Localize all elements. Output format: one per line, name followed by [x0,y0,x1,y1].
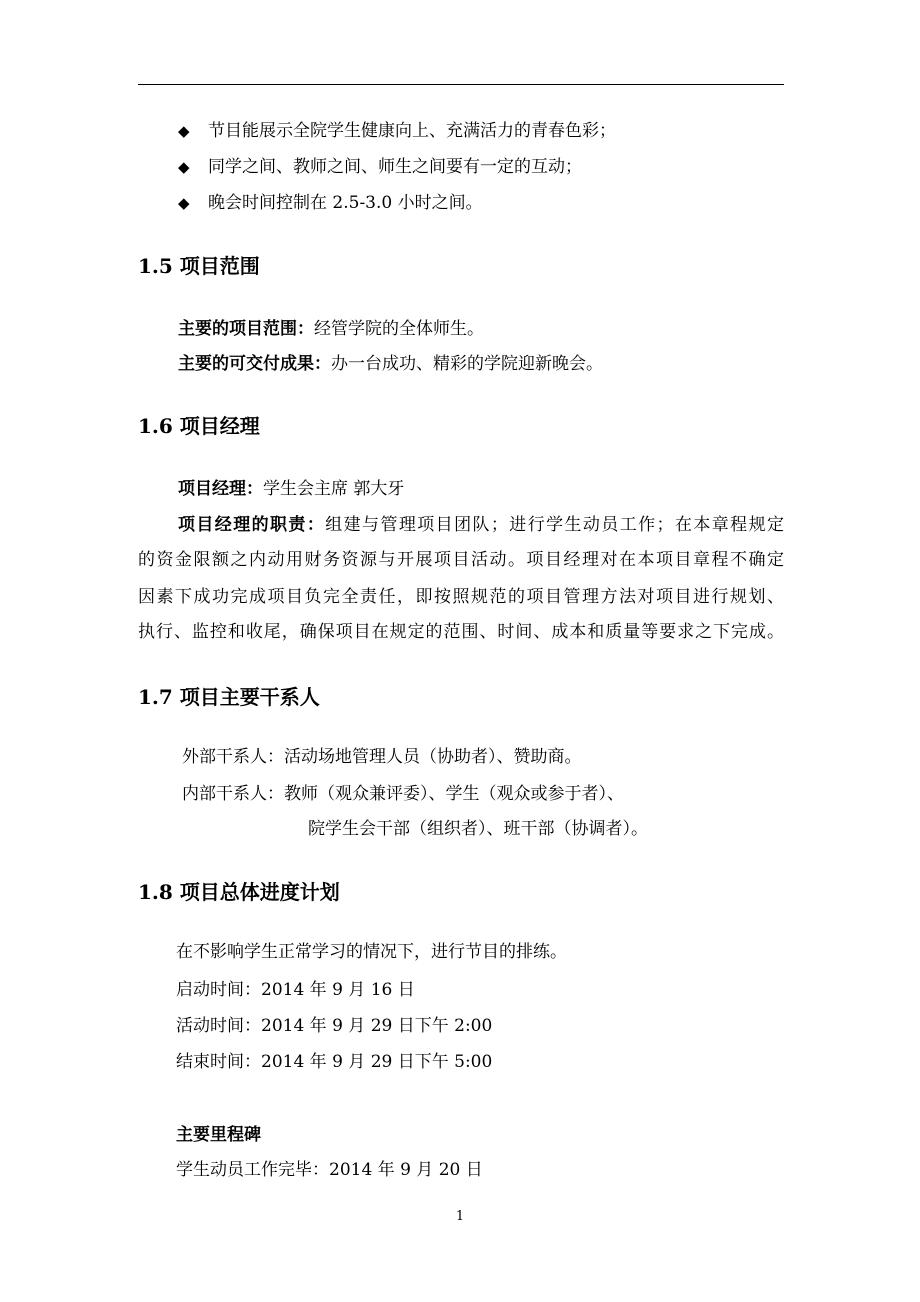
section-number: 1.6 [138,414,173,438]
section-heading-1-8 [138,879,340,905]
pm-value: 学生会主席 郭大牙 [263,479,405,499]
deliverable-value: 办一台成功、精彩的学院迎新晚会。 [331,354,603,374]
section-number: 1.7 [138,685,173,709]
diamond-bullet-icon: ◆ [178,194,190,212]
section-number: 1.5 [138,254,173,278]
deliverable-line [178,353,603,375]
scope-value: 经管学院的全体师生。 [314,319,484,339]
diamond-bullet-icon: ◆ [178,122,190,140]
scope-label: 主要的项目范围： [178,319,314,339]
section-title: 项目主要干系人 [179,685,320,709]
duty-text-4: 执行、监控和收尾，确保项目在规定的范围、时间、成本和质量等要求之下完成。 [138,622,784,642]
section-title: 项目总体进度计划 [179,880,340,904]
duty-text-1: 组建与管理项目团队；进行学生动员工作；在本章程规定 [325,515,784,535]
bullet-item: 同学之间、教师之间、师生之间要有一定的互动； [208,157,582,177]
duty-text-3: 因素下成功完成项目负完全责任，即按照规范的项目管理方法对项目进行规划、 [138,587,784,607]
bullet-item: 节目能展示全院学生健康向上、充满活力的青春色彩； [208,121,616,141]
start-time: 启动时间：2014 年 9 月 16 日 [176,980,415,1000]
section-number: 1.8 [138,880,173,904]
milestone-item: 学生动员工作完毕：2014 年 9 月 20 日 [176,1160,483,1180]
section-heading-1-6 [138,413,260,439]
header-rule [138,84,784,85]
section-heading-1-5 [138,253,260,279]
external-stakeholders: 外部干系人：活动场地管理人员（协助者）、赞助商。 [182,747,582,767]
page-number: 1 [455,1209,465,1224]
section-heading-1-7 [138,684,320,710]
internal-stakeholders-1: 内部干系人：教师（观众兼评委）、学生（观众或参于者）、 [182,784,624,804]
section-title: 项目经理 [179,414,260,438]
section-title: 项目范围 [179,254,260,278]
bullet-item: 晚会时间控制在 2.5-3.0 小时之间。 [208,193,483,213]
scope-line [178,318,484,340]
deliverable-label: 主要的可交付成果： [178,354,331,374]
duty-line-1 [178,514,784,536]
duty-text-2: 的资金限额之内动用财务资源与开展项目活动。项目经理对在本项目章程不确定 [138,550,784,570]
milestone-title: 主要里程碑 [176,1125,261,1145]
activity-time: 活动时间：2014 年 9 月 29 日下午 2:00 [176,1016,493,1036]
internal-stakeholders-2: 院学生会干部（组织者）、班干部（协调者）。 [308,819,648,839]
pm-line [178,478,404,500]
pm-label: 项目经理： [178,479,263,499]
end-time: 结束时间：2014 年 9 月 29 日下午 5:00 [176,1052,493,1072]
duty-label: 项目经理的职责： [178,515,326,535]
diamond-bullet-icon: ◆ [178,158,190,176]
schedule-intro: 在不影响学生正常学习的情况下，进行节目的排练。 [176,942,567,962]
